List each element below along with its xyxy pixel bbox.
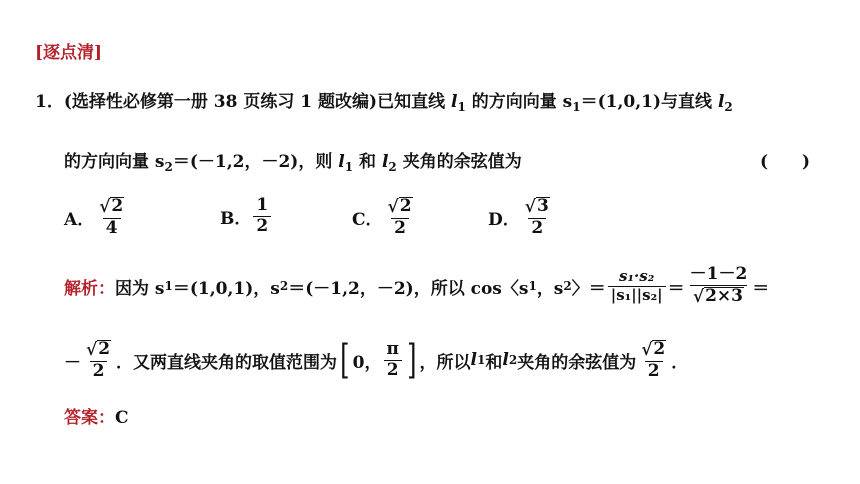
minus-sign: － bbox=[64, 352, 81, 373]
analysis-text: ，所以 bbox=[419, 352, 471, 373]
radicand: 2 bbox=[111, 196, 124, 216]
radicand: 2 bbox=[653, 339, 666, 359]
interval-start: 0， bbox=[352, 352, 382, 373]
radicand: 2×3 bbox=[705, 285, 743, 306]
subscript: 1 bbox=[344, 160, 354, 174]
var-l: l bbox=[338, 152, 345, 172]
numerator: π bbox=[386, 338, 399, 359]
numerator: 1 bbox=[256, 195, 269, 215]
option-d-fraction: √ 3 2 bbox=[524, 196, 549, 238]
denominator: 2 bbox=[528, 218, 546, 238]
final-fraction: √ 2 2 bbox=[641, 339, 666, 381]
option-b-fraction bbox=[253, 197, 271, 236]
option-c-fraction: √ 2 2 bbox=[387, 196, 412, 238]
subscript: 1 bbox=[457, 100, 466, 114]
left-bracket: [ bbox=[340, 337, 350, 384]
option-b[interactable] bbox=[220, 197, 273, 236]
denominator: 2 bbox=[384, 360, 402, 380]
analysis-text: 夹角的余弦值为 bbox=[517, 352, 637, 373]
option-c[interactable] bbox=[352, 197, 418, 238]
subscript: 2 bbox=[164, 160, 173, 174]
analysis-text: 因为 s bbox=[115, 278, 165, 299]
right-bracket: ] bbox=[407, 337, 417, 384]
subscript: 2 bbox=[388, 160, 397, 174]
numerator: s₁·s₂ bbox=[619, 267, 655, 286]
option-a[interactable] bbox=[64, 197, 129, 238]
pi-fraction bbox=[383, 338, 401, 380]
dot-product-fraction bbox=[608, 269, 666, 304]
subscript: 1 bbox=[572, 100, 581, 114]
numerator: －1－2 bbox=[689, 264, 748, 284]
analysis-line-2: － √ 2 2 ．又两直线夹角的取值范围为 [ 0， $\frac{\pi}{2}$ ] ，所以 l 1 和 l 2 夹角的余弦值为 √ 2 2 ． bbox=[64, 337, 689, 384]
option-label: C． bbox=[352, 209, 383, 230]
interval bbox=[337, 337, 420, 384]
value-fraction: －1－2 √ 2×3 bbox=[687, 266, 751, 307]
var-l: l bbox=[470, 350, 478, 371]
denominator: 2 bbox=[391, 218, 409, 238]
analysis-text: 和 bbox=[485, 352, 503, 373]
answer-label: 答案： bbox=[64, 408, 115, 428]
analysis-text: 〉＝ bbox=[571, 278, 606, 299]
equals: ＝ bbox=[752, 278, 770, 299]
analysis-text: ．又两直线夹角的取值范围为 bbox=[116, 352, 338, 373]
question-text: ＝(－1,2，－2)，则 bbox=[172, 152, 339, 172]
period: ． bbox=[671, 352, 689, 373]
radicand: 2 bbox=[399, 196, 412, 216]
equals: ＝ bbox=[667, 278, 685, 299]
denominator: 2 bbox=[645, 361, 663, 381]
option-label: A． bbox=[64, 209, 95, 230]
radicand: 2 bbox=[98, 339, 111, 359]
question-text: 和 bbox=[353, 152, 382, 172]
var-l: l bbox=[451, 92, 458, 112]
denominator: 4 bbox=[103, 218, 121, 238]
analysis-text: ，s bbox=[536, 278, 564, 299]
option-label: B． bbox=[220, 208, 252, 229]
section-label: [逐点清] bbox=[35, 43, 103, 63]
question-text: (选择性必修第一册 38 页练习 1 题改编)已知直线 bbox=[63, 92, 452, 112]
denominator: |s₁||s₂| bbox=[608, 286, 666, 304]
option-label: D． bbox=[488, 209, 520, 230]
analysis-label: 解析： bbox=[64, 278, 115, 299]
answer-value: C bbox=[115, 408, 129, 428]
question-line-2 bbox=[64, 147, 522, 172]
question-text: 的方向向量 s bbox=[465, 92, 573, 112]
analysis-line-1: 解析： 因为 s 1 ＝(1,0,1)，s 2 ＝(－1,2，－2)，所以 cos〈s 1 ，s 2 〉＝ $\frac{\text{s₁·s₂}}{\text{|s₁||s₂|}}$ ＝ －1－2 √ 2×3 ＝ bbox=[64, 264, 770, 307]
var-l: l bbox=[502, 350, 509, 371]
question-text: 夹角的余弦值为 bbox=[396, 152, 522, 172]
var-l: l bbox=[381, 152, 389, 172]
var-l: l bbox=[717, 92, 725, 112]
subscript: 2 bbox=[724, 100, 733, 114]
analysis-text: ＝(－1,2，－2)，所以 cos〈s bbox=[288, 278, 529, 299]
analysis-text: ＝(1,0,1)，s bbox=[172, 278, 280, 299]
answer-line bbox=[64, 403, 129, 428]
question-text: ＝(1,0,1)与直线 bbox=[580, 92, 718, 112]
option-d[interactable] bbox=[488, 197, 555, 238]
option-a-fraction: √ 2 4 bbox=[99, 196, 124, 238]
denominator: 2 bbox=[90, 361, 108, 381]
question-number: 1． bbox=[35, 92, 64, 112]
answer-parentheses: ( ) bbox=[760, 152, 811, 172]
denominator: 2 bbox=[253, 216, 271, 236]
question-line-1 bbox=[35, 87, 733, 112]
question-text: 的方向向量 s bbox=[64, 152, 165, 172]
radicand: 3 bbox=[536, 196, 549, 216]
result-fraction: √ 2 2 bbox=[86, 339, 111, 381]
